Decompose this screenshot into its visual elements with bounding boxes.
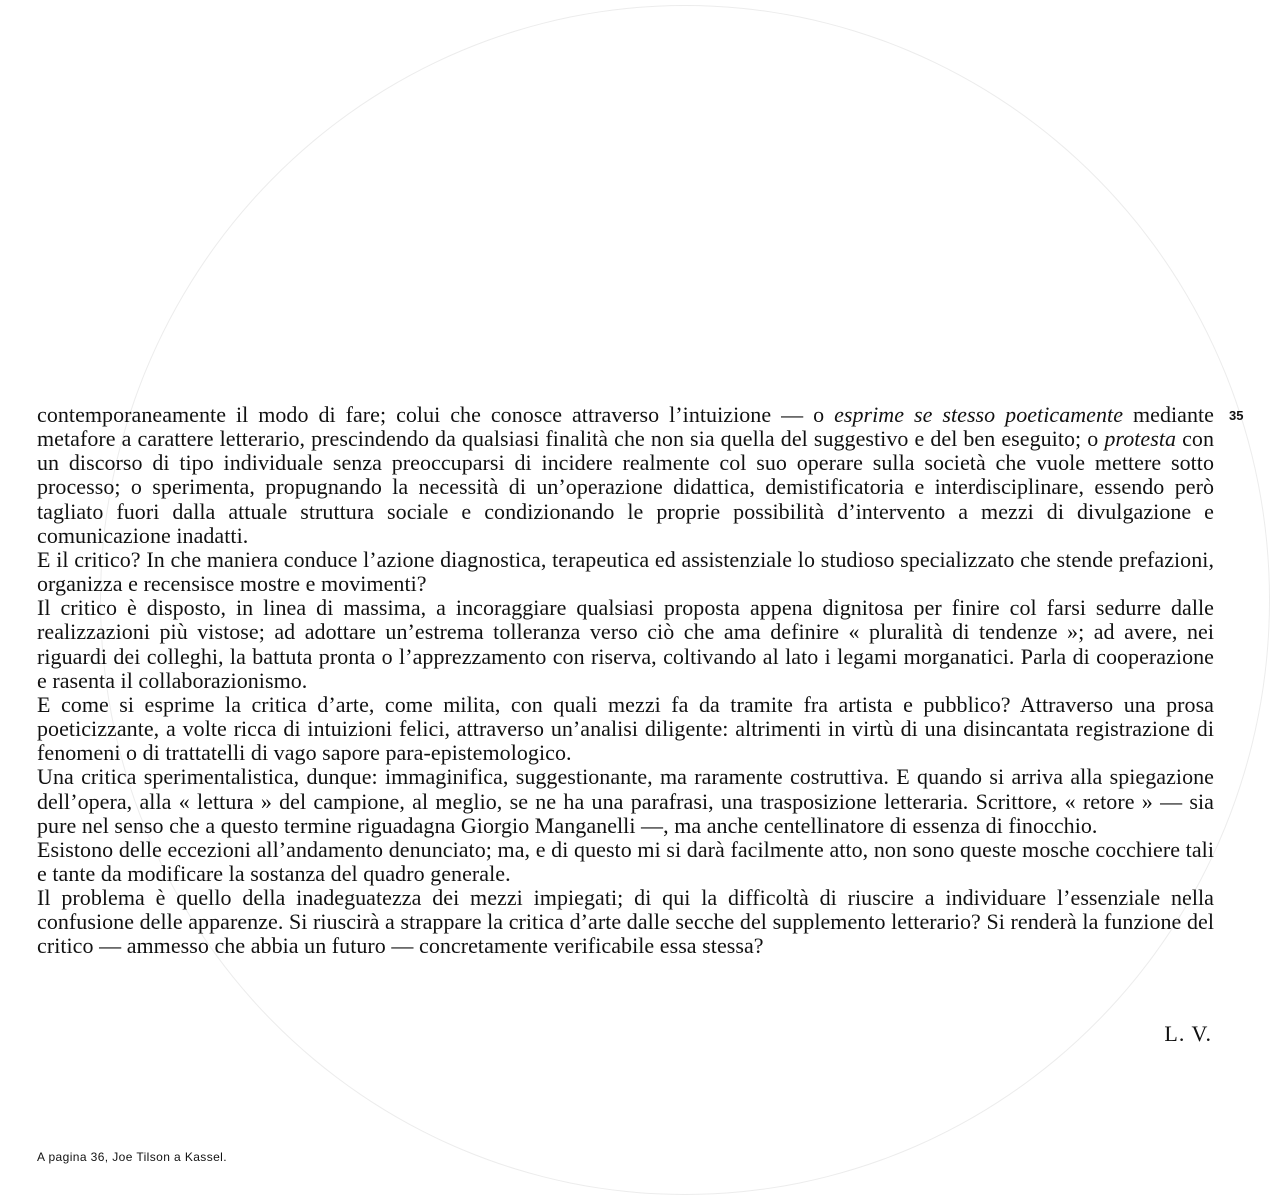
text-run: E come si esprime la critica d’arte, come milita, con quali mezzi fa da tramite fra artista e pubblico? Attraverso una prosa poeticizzante, a volte ricca di intuizioni felici, attraverso un’analisi diligente: altrimenti in virtù di una disincantata registrazione di fenomeni o di trattatelli di vago sapore para-epistemologico.: [37, 691, 1214, 766]
text-run: mediante metafore a carattere letterario, prescindendo da qualsiasi finalità che non sia quella del suggestivo e del ben eseguito; o: [37, 402, 1214, 452]
text-run: con un discorso di tipo individuale senza preoccuparsi di incidere realmente col suo operare sulla società che vuole mettere sotto processo; o sperimenta, propugnando la necessità di un’operazione didattica, demistificatoria e interdisciplinare, essendo però tagliato fuori dalla attuale struttura sociale e condizionando le proprie possibilità d’intervento a mezzi di divulgazione e comunicazione inadatti.: [37, 426, 1214, 548]
image-caption: A pagina 36, Joe Tilson a Kassel.: [37, 1150, 227, 1164]
italic-phrase: esprime se stesso poeticamente: [834, 402, 1124, 427]
page-number: 35: [1229, 408, 1244, 423]
author-signature: L. V.: [1164, 1021, 1212, 1046]
text-run: contemporaneamente il modo di fare; colui che conosce attraverso l’intuizione — o: [37, 402, 835, 427]
paragraph: [37, 403, 1214, 548]
italic-phrase: protesta: [1104, 426, 1177, 452]
paragraph: [37, 838, 1214, 886]
text-run: Il problema è quello della inadeguatezza dei mezzi impiegati; di qui la difficoltà di riuscire a individuare l’essenziale nella confusione delle apparenze. Si riuscirà a strappare la critica d’arte dalle secche del supplemento letterario? Si renderà la funzione del critico — ammesso che abbia un futuro — concretamente verificabile essa stessa?: [37, 885, 1214, 959]
paragraph: [37, 765, 1214, 837]
text-run: Esistono delle eccezioni all’andamento denunciato; ma, e di questo mi si darà facilmente atto, non sono queste mosche cocchiere tali e tante da modificare la sostanza del quadro generale.: [37, 836, 1214, 886]
text-run: Il critico è disposto, in linea di massima, a incoraggiare qualsiasi proposta appena dignitosa per finire col farsi sedurre dalle realizzazioni più vistose; ad adottare un’estrema tolleranza verso ciò che ama definire « pluralità di tendenze »; ad avere, nei riguardi dei colleghi, la battuta pronta o l’apprezzamento con riserva, coltivando al lato i legami morganatici. Parla di cooperazione e rasenta il collaborazionismo.: [37, 595, 1214, 693]
text-run: Una critica sperimentalistica, dunque: immaginifica, suggestionante, ma raramente costruttiva. E quando si arriva alla spiegazione dell’opera, alla « lettura » del campione, al meglio, se ne ha una parafrasi, una trasposizione letteraria. Scrittore, « retore » — sia pure nel senso che a questo termine riguadagna Giorgio Manganelli —, ma anche centellinatore di essenza di finocchio.: [37, 764, 1214, 838]
paragraph: [37, 548, 1214, 596]
paragraph: [37, 596, 1214, 693]
paragraph: [37, 693, 1214, 765]
text-run: E il critico? In che maniera conduce l’azione diagnostica, terapeutica ed assistenziale lo studioso specializzato che stende prefazioni, organizza e recensisce mostre e movimenti?: [37, 546, 1214, 597]
paragraph: [37, 886, 1214, 958]
article-body: [37, 403, 1214, 959]
